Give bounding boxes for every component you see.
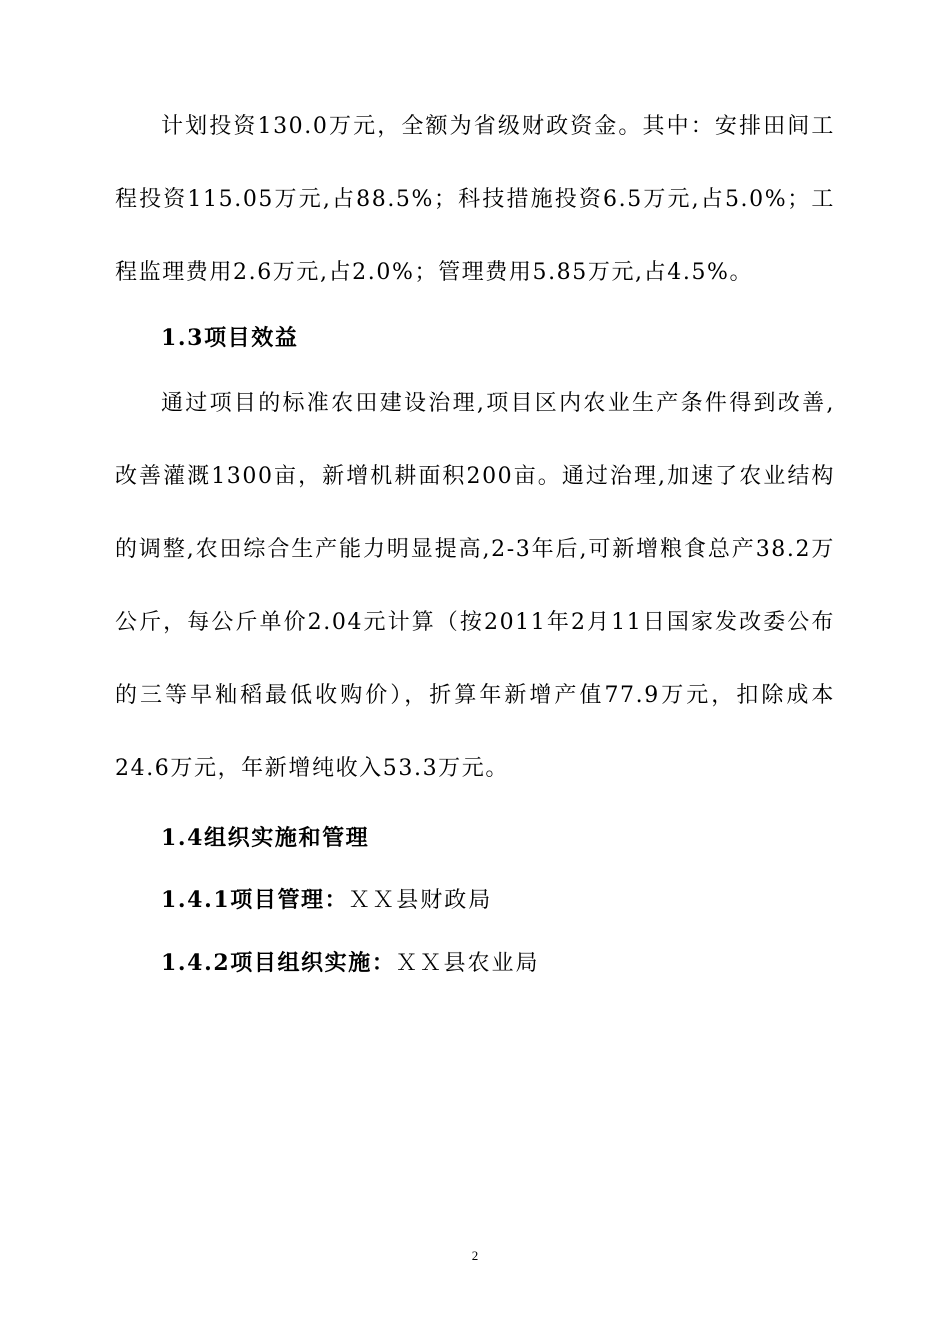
paragraph-funding: 计划投资130.0万元，全额为省级财政资金。其中：安排田间工程投资115.05万元,占88.5%；科技措施投资6.5万元,占5.0%；工程监理费用2.6万元,占2.0%；管理费用5.85万元,占4.5%。: [115, 114, 835, 285]
page-number: 2: [471, 1248, 479, 1263]
section-1-4-2-value: ＸＸ县农业局: [395, 951, 540, 976]
section-1-4-heading: 1.4组织实施和管理: [161, 825, 370, 851]
section-1-3-heading: 1.3项目效益: [161, 325, 299, 351]
section-1-4-1-value: ＸＸ县财政局: [348, 888, 493, 913]
section-1-4-1-label: 1.4.1项目管理：: [161, 887, 349, 913]
section-1-4-1-line: [161, 885, 492, 916]
paragraph-benefits: 通过项目的标准农田建设治理,项目区内农业生产条件得到改善,改善灌溉1300亩，新增机耕面积200亩。通过治理,加速了农业结构的调整,农田综合生产能力明显提高,2-3年后,可新增粮食总产38.2万公斤，每公斤单价2.04元计算（按2011年2月11日国家发改委公布的三等早籼稻最低收购价），折算年新增产值77.9万元，扣除成本24.6万元，年新增纯收入53.3万元。: [115, 391, 835, 781]
section-1-4-2-label: 1.4.2项目组织实施：: [161, 950, 396, 976]
section-1-4-2-line: [161, 948, 539, 979]
